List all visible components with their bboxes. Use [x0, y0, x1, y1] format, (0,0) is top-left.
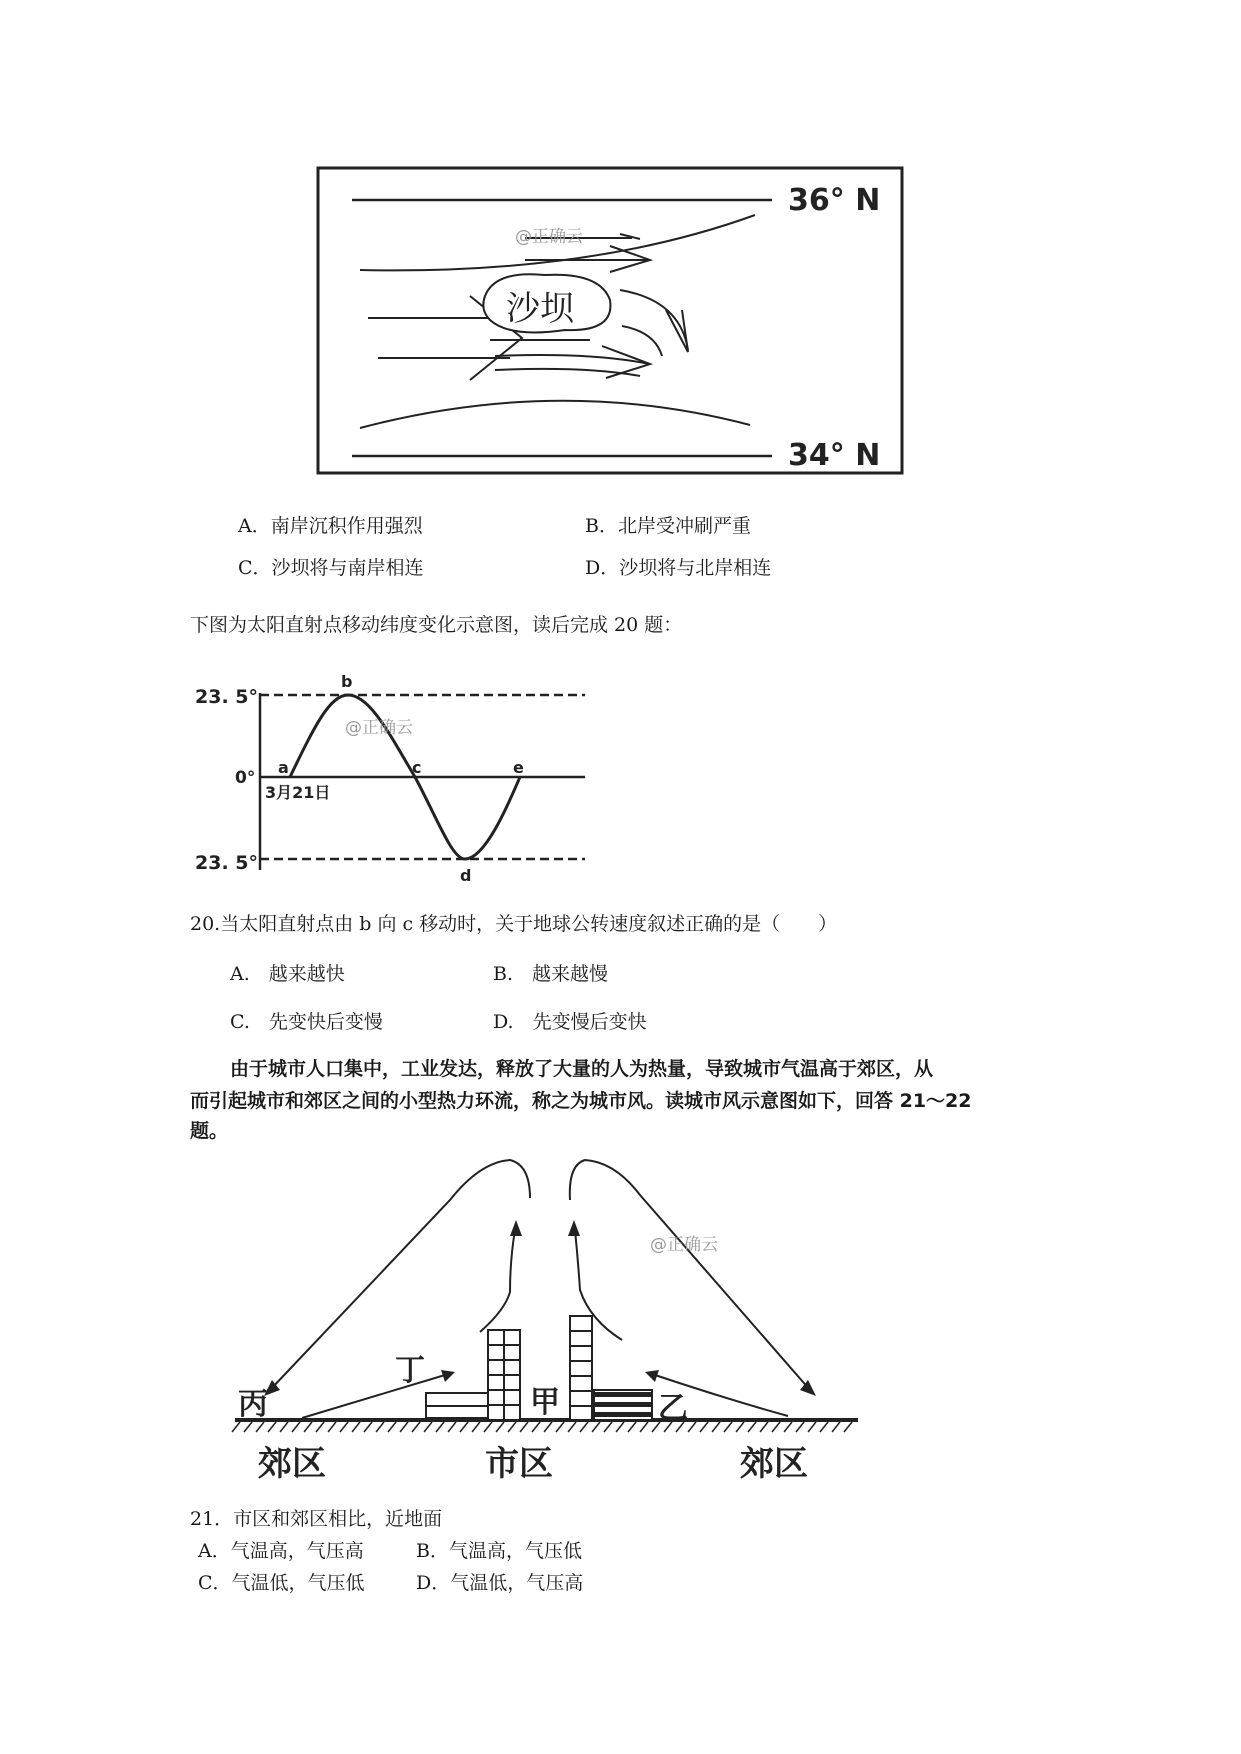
- watermark: @正确云: [515, 227, 583, 247]
- point-a-label: a: [278, 758, 289, 777]
- sandbar-label: 沙坝: [506, 289, 574, 329]
- subsolar-point-diagram: [190, 665, 600, 890]
- option-d[interactable]: D. 先变慢后变快: [493, 1011, 647, 1033]
- option-d[interactable]: D．沙坝将与北岸相连: [585, 557, 772, 579]
- question-20-stem: 20.当太阳直射点由 b 向 c 移动时，关于地球公转速度叙述正确的是（ ）: [190, 913, 838, 935]
- tall-building-left: [488, 1330, 520, 1420]
- option-c[interactable]: C．沙坝将与南岸相连: [238, 557, 424, 579]
- option-c[interactable]: C. 先变快后变慢: [230, 1011, 383, 1033]
- label-ding: 丁: [395, 1353, 425, 1388]
- tick-south: 23. 5°: [195, 852, 258, 874]
- tick-zero: 0°: [235, 768, 256, 788]
- intro-q21-line2: 而引起城市和郊区之间的小型热力环流，称之为城市风。读城市风示意图如下，回答 21～22: [190, 1090, 972, 1112]
- label-city: 市区: [485, 1444, 553, 1484]
- question-21-stem: 21．市区和郊区相比，近地面: [190, 1508, 443, 1530]
- watermark: @正确云: [345, 718, 413, 738]
- intro-q21-line3: 题。: [190, 1120, 229, 1142]
- tall-building-right: [570, 1316, 592, 1420]
- date-label: 3月21日: [265, 783, 331, 802]
- tick-north: 23. 5°: [195, 686, 258, 708]
- option-a[interactable]: A．气温高，气压高: [198, 1540, 364, 1562]
- flow-arrow-curve: [620, 290, 688, 356]
- label-suburb-right: 郊区: [740, 1444, 808, 1484]
- urban-wind-diagram: [230, 1150, 870, 1495]
- intro-q20: 下图为太阳直射点移动纬度变化示意图，读后完成 20 题：: [190, 614, 683, 636]
- south-bank-curve: [360, 401, 750, 428]
- label-suburb-left: 郊区: [258, 1444, 326, 1484]
- circulation-arrows: [270, 1160, 810, 1418]
- label-jia: 甲: [530, 1385, 560, 1420]
- option-a[interactable]: A. 越来越快: [230, 963, 345, 985]
- point-b-label: b: [341, 672, 353, 691]
- option-c[interactable]: C．气温低，气压低: [198, 1572, 365, 1594]
- option-b[interactable]: B．北岸受冲刷严重: [585, 515, 751, 537]
- sandbar-diagram: [310, 160, 910, 480]
- intro-q21-line1: 由于城市人口集中，工业发达，释放了大量的人为热量，导致城市气温高于郊区，从: [230, 1058, 934, 1080]
- lat-label-bottom: 34° N: [788, 438, 881, 473]
- lat-label-top: 36° N: [788, 183, 881, 218]
- point-e-label: e: [513, 758, 524, 777]
- low-building-left: [426, 1393, 488, 1418]
- point-d-label: d: [460, 866, 472, 885]
- watermark: @正确云: [650, 1235, 718, 1255]
- option-a[interactable]: A．南岸沉积作用强烈: [238, 515, 423, 537]
- option-b[interactable]: B. 越来越慢: [493, 963, 609, 985]
- label-yi: 乙: [658, 1391, 688, 1426]
- point-c-label: c: [412, 758, 422, 777]
- label-bing: 丙: [238, 1387, 268, 1422]
- low-building-right: [594, 1390, 652, 1420]
- option-d[interactable]: D．气温低，气压高: [416, 1572, 584, 1594]
- ground-hatching: [232, 1422, 852, 1432]
- option-b[interactable]: B．气温高，气压低: [416, 1540, 582, 1562]
